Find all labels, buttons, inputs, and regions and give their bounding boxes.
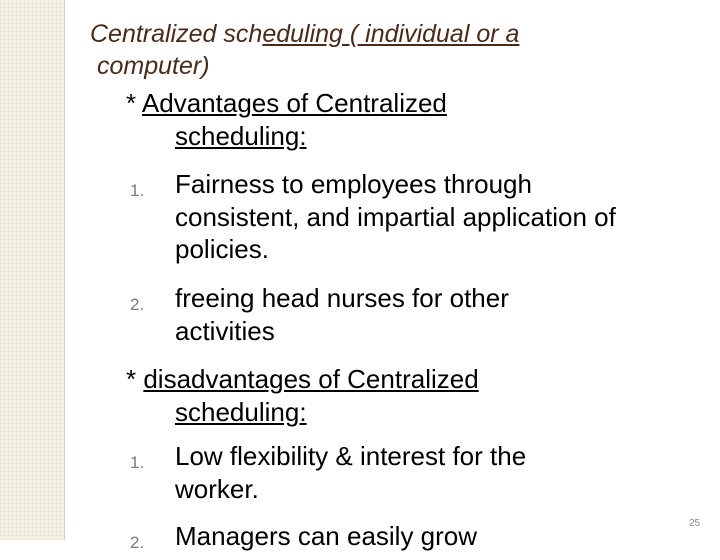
slide-title xyxy=(90,18,519,82)
advantage-2-line-1: freeing head nurses for other xyxy=(175,283,509,313)
title-line-1: Centralized scheduling ( individual or a xyxy=(90,20,520,48)
disadvantages-heading: * disadvantages of Centralized xyxy=(126,364,479,394)
advantage-1-line-2: consistent, and impartial application of xyxy=(175,202,616,232)
advantage-1-number: 1. xyxy=(130,181,145,200)
advantage-2-line-2: activities xyxy=(175,316,275,346)
advantage-1-line-1: Fairness to employees through xyxy=(175,169,532,199)
page-number: 25 xyxy=(689,518,701,529)
disadvantage-1-number: 1. xyxy=(130,453,145,472)
disadvantages-heading-continued: scheduling: xyxy=(175,397,307,427)
advantages-heading: * Advantages of Centralized xyxy=(126,88,447,118)
advantage-2-number: 2. xyxy=(130,295,145,314)
side-divider xyxy=(64,0,65,540)
disadvantage-1-line-1: Low flexibility & interest for the xyxy=(175,441,527,471)
title-underlined-part: eduling ( individual or a xyxy=(262,20,520,48)
title-line-2: computer) xyxy=(97,52,210,80)
disadvantage-2-line-1: Managers can easily grow xyxy=(175,521,478,551)
disadvantage-2-number: 2. xyxy=(130,533,145,552)
disadvantage-1-line-2: worker. xyxy=(175,474,259,504)
decorative-side-band xyxy=(0,0,64,540)
advantages-heading-continued: scheduling: xyxy=(175,121,307,151)
advantage-1-line-3: policies. xyxy=(175,234,269,264)
